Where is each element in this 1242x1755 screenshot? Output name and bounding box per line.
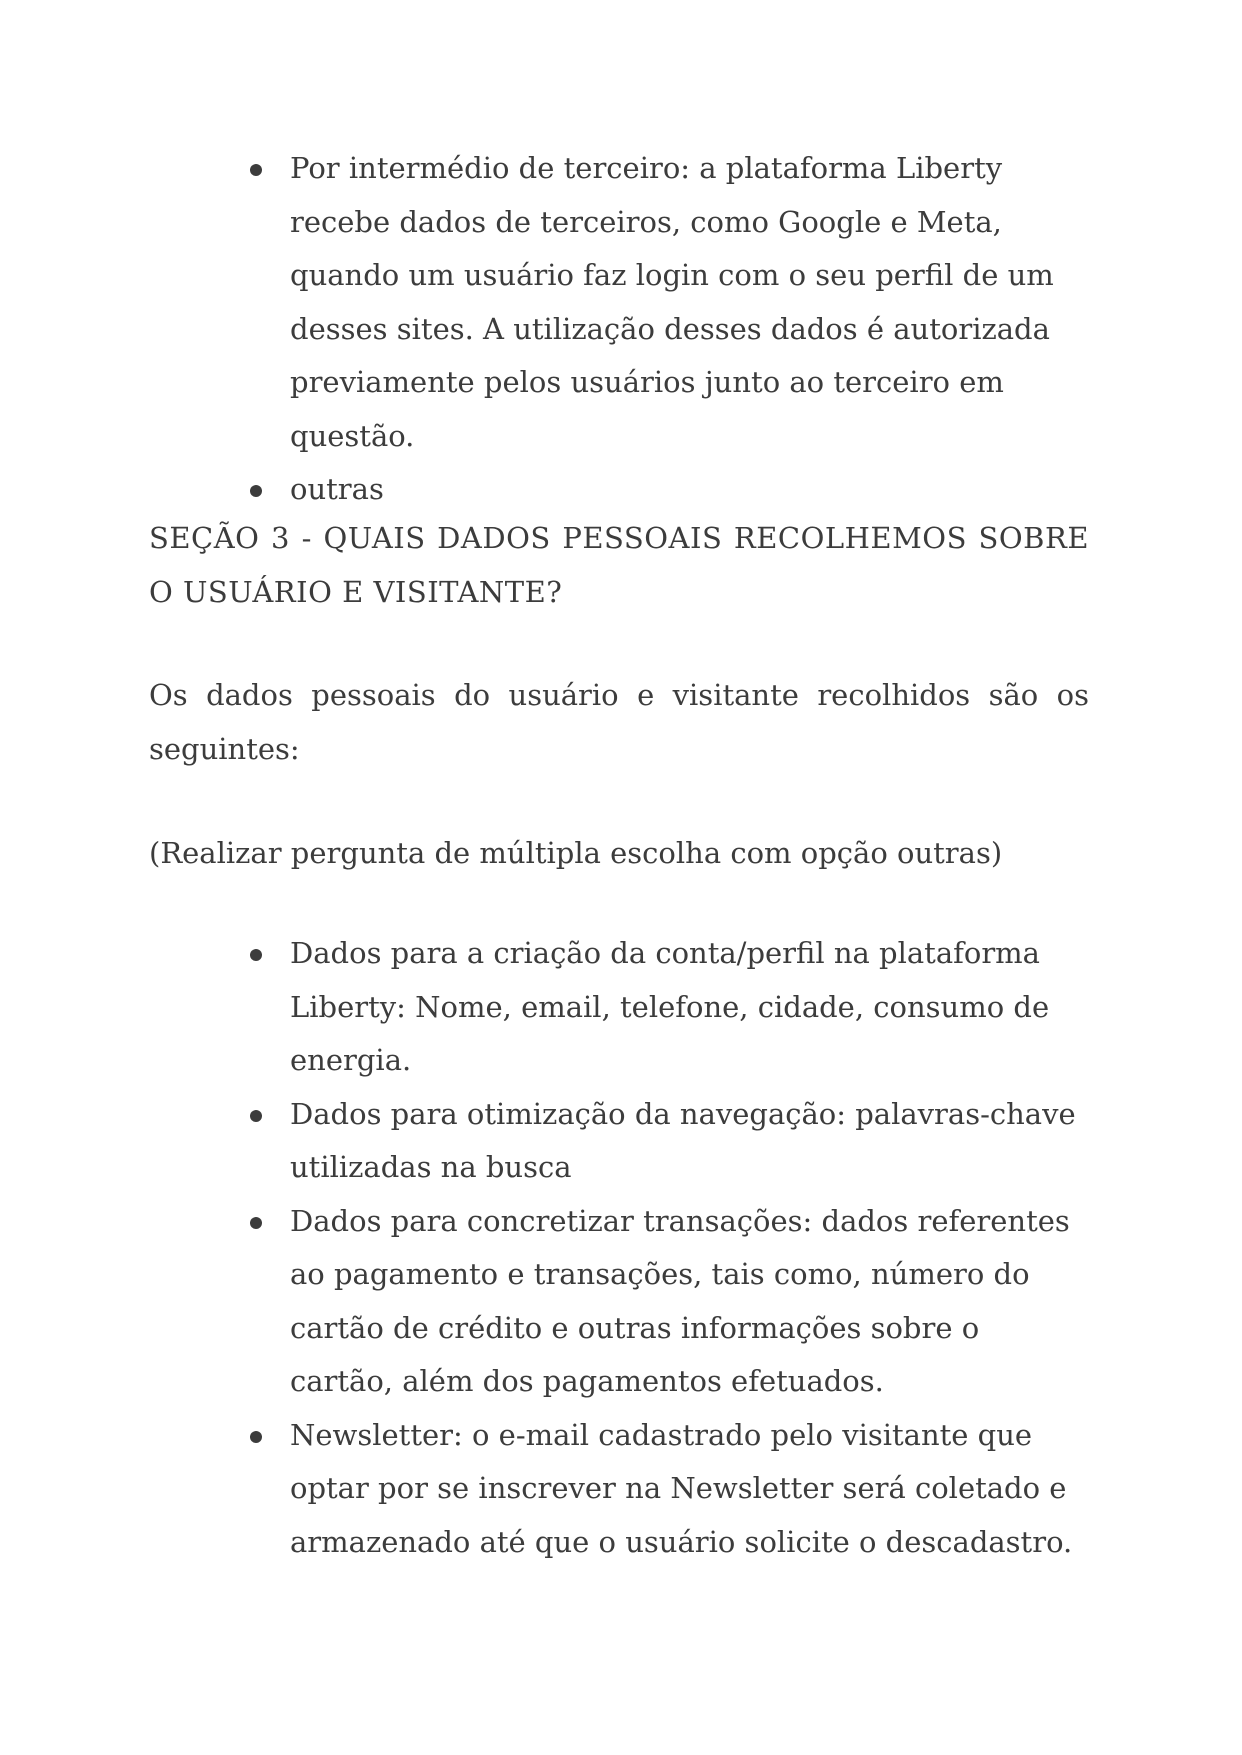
list-item — [248, 142, 1088, 463]
section-note: (Realizar pergunta de múltipla escolha com opção outras) — [149, 836, 1003, 870]
list-item-text: Por intermédio de terceiro: a plataforma Liberty recebe dados de terceiros, como Google e Meta, quando um usuário faz login com o seu perfil de um desses sites. A utilização desses dados é autorizada previamente pelos usuários junto ao terceiro em questão. — [290, 151, 1054, 453]
bullet-icon — [250, 1431, 262, 1443]
list-item-text: Dados para a criação da conta/perfil na plataforma Liberty: Nome, email, telefone, cidade, consumo de energia. — [290, 936, 1050, 1077]
list-item — [248, 1409, 1088, 1570]
bullet-icon — [250, 1217, 262, 1229]
section-heading: SEÇÃO 3 - QUAIS DADOS PESSOAIS RECOLHEMOS SOBRE O USUÁRIO E VISITANTE? — [149, 521, 1089, 609]
bullet-icon — [250, 949, 262, 961]
list-item-text: outras — [290, 472, 384, 506]
list-item — [248, 463, 1088, 517]
collected-data-list — [248, 927, 1088, 1569]
third-party-list — [248, 142, 1088, 517]
list-item — [248, 1195, 1088, 1409]
list-item-text: Newsletter: o e-mail cadastrado pelo visitante que optar por se inscrever na Newsletter será coletado e armazenado até que o usuário solicite o descadastro. — [290, 1417, 1073, 1559]
list-item-text: Dados para otimização da navegação: palavras-chave utilizadas na busca — [290, 1096, 1076, 1184]
section-intro: Os dados pessoais do usuário e visitante recolhidos são os seguintes: — [149, 678, 1089, 766]
list-item-text: Dados para concretizar transações: dados referentes ao pagamento e transações, tais como, número do cartão de crédito e outras informações sobre o cartão, além dos pagamentos efetuados. — [290, 1203, 1070, 1398]
bullet-icon — [250, 164, 262, 176]
bullet-icon — [250, 485, 262, 497]
list-item — [248, 927, 1088, 1088]
bullet-icon — [250, 1110, 262, 1122]
list-item — [248, 1088, 1088, 1195]
